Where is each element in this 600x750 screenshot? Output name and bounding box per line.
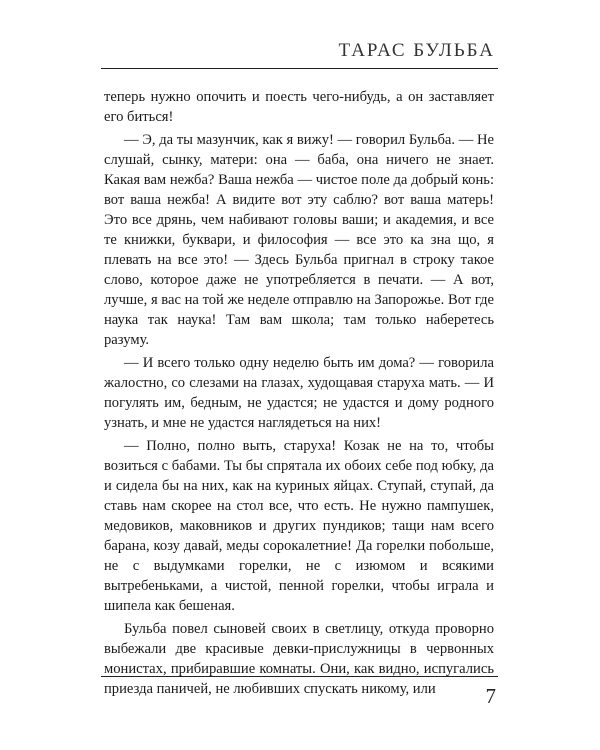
paragraph: — Э, да ты мазунчик, как я вижу! — говорил Бульба. — Не слушай, сынку, матери: она — баба, она ничего не знает. Какая вам нежба? Ваша нежба — чистое поле да добрый конь: вот ваша нежба! А видите вот эту саблю? вот ваша матерь! Это все дрянь, чем набивают головы ваши; и академия, и все те книжки, буквари, и философия — все это ка зна що, я плевать на все это! — Здесь Бульба пригнал в строку такое слово, которое даже не употребляется в печати. — А вот, лучше, я вас на той же неделе отправлю на Запорожье. Вот где наука так наука! Там вам школа; там только наберетесь разуму. [104,132,494,348]
paragraph: — И всего только одну неделю быть им дома? — говорила жалостно, со слезами на глазах, худощавая старуха мать. — И погулять им, бедным, не удастся; не удастся и дому родного узнать, и мне не удастся наглядеться на них! [104,355,494,431]
paragraph: — Полно, полно выть, старуха! Козак не на то, чтобы возиться с бабами. Ты бы спрятала их обоих себе под юбку, да и сидела бы на них, как на куриных яйцах. Ступай, ступай, да ставь нам скорее на стол все, что есть. Не нужно пампушек, медовиков, маковников и других пундиков; тащи нам всего барана, козу давай, меды сорокалетние! Да горелки побольше, не с выдумками горелки, не с изюмом и всякими вытребеньками, а чистой, пенной горелки, чтобы играла и шипела как бешеная. [104,438,494,614]
footer-rule [101,676,498,677]
paragraph-continued: теперь нужно опочить и поесть чего-нибудь, а он заставляет его биться! [104,89,494,125]
paragraph: Бульба повел сыновей своих в светлицу, откуда проворно выбежали две красивые девки-прислужницы в червонных монистах, прибиравшие комнаты. Они, как видно, испугались приезда паничей, не любивших спускать никому, или [104,621,494,697]
running-head-title: ТАРАС БУЛЬБА [338,40,495,61]
page-number: 7 [485,684,496,708]
header-rule [101,68,498,69]
body-text [104,87,494,702]
